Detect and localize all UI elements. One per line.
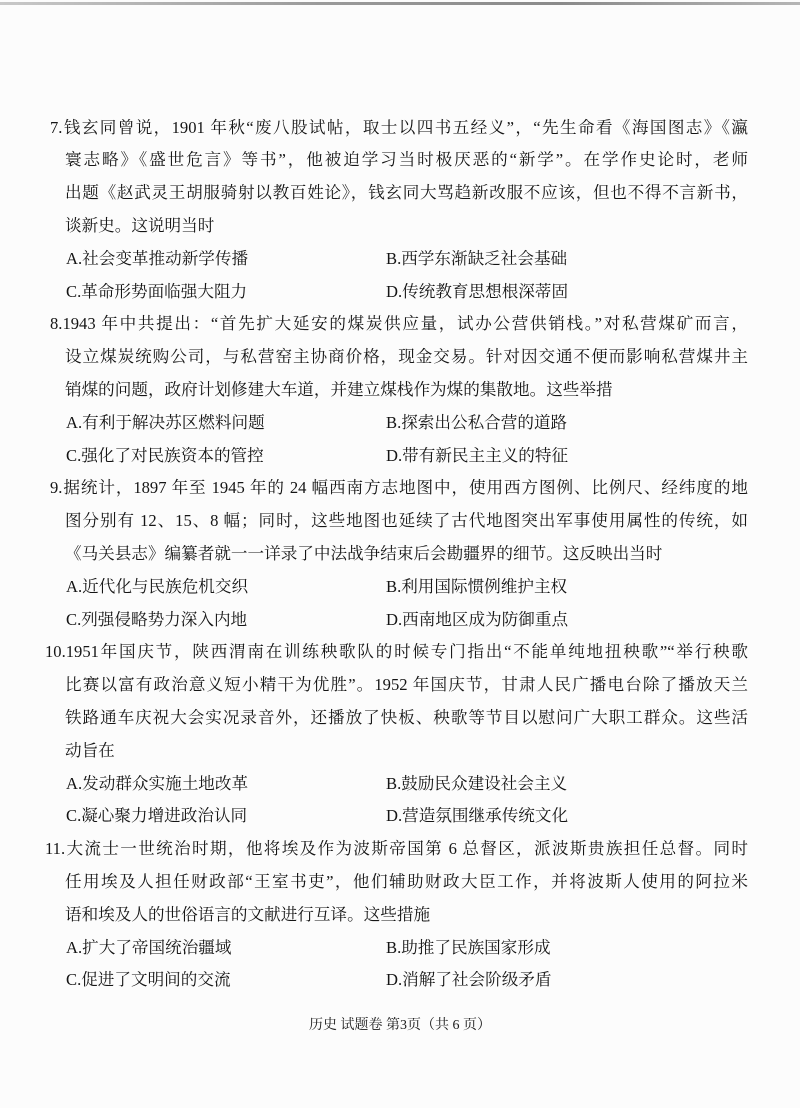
option-a: A.社会变革推动新学传播 xyxy=(66,248,249,268)
option-c: C.强化了对民族资本的管控 xyxy=(66,445,264,465)
question-stem xyxy=(45,636,748,767)
option-c: C.列强侵略势力深入内地 xyxy=(66,609,248,629)
stem-line-2: 寰志略》《盛世危言》等书”，他被迫学习当时极厌恶的“新学”。在学作史论时，老师 xyxy=(65,150,748,170)
scan-edge xyxy=(0,2,800,5)
question-stem xyxy=(50,472,748,570)
stem-line-4: 动旨在 xyxy=(65,740,115,760)
option-c: C.凝心聚力增进政治认同 xyxy=(66,806,248,826)
answer-options xyxy=(66,932,748,998)
stem-line-2: 任用埃及人担任财政部“王室书吏”，他们辅助财政大臣工作，并将波斯人使用的阿拉米 xyxy=(65,871,748,891)
question-stem xyxy=(50,308,748,406)
stem-line-1: 11.大流士一世统治时期，他将埃及作为波斯帝国第 6 总督区，派波斯贵族担任总督。同时 xyxy=(45,839,748,859)
stem-line-3: 《马关县志》编纂者就一一详录了中法战争结束后会勘疆界的细节。这反映出当时 xyxy=(65,543,663,563)
option-c: C.促进了文明间的交流 xyxy=(66,970,231,990)
option-a: A.扩大了帝国统治疆域 xyxy=(66,937,232,957)
question-10 xyxy=(0,636,800,833)
stem-line-1: 7.钱玄同曾说，1901 年秋“废八股试帖，取士以四书五经义”，“先生命看《海国图志》《瀛 xyxy=(50,117,748,137)
option-d: D.带有新民主主义的特征 xyxy=(386,445,569,465)
question-stem xyxy=(50,112,748,243)
answer-options xyxy=(66,407,748,473)
stem-line-1: 8.1943 年中共提出：“首先扩大延安的煤炭供应量，试办公营供销栈。”对私营煤矿而言， xyxy=(50,314,748,334)
stem-line-1: 9.据统计，1897 年至 1945 年的 24 幅西南方志地图中，使用西方图例、比例尺、经纬度的地 xyxy=(50,478,748,498)
option-b: B.利用国际惯例维护主权 xyxy=(386,576,568,596)
option-d: D.传统教育思想根深蒂固 xyxy=(386,281,569,301)
stem-line-2: 设立煤炭统购公司，与私营窑主协商价格，现金交易。针对因交通不便而影响私营煤井主 xyxy=(65,347,748,367)
option-d: D.消解了社会阶级矛盾 xyxy=(386,970,552,990)
answer-options xyxy=(66,243,748,309)
stem-line-4: 谈新史。这说明当时 xyxy=(65,215,215,235)
stem-line-3: 语和埃及人的世俗语言的文献进行互译。这些措施 xyxy=(65,904,431,924)
stem-line-2: 图分别有 12、15、8 幅；同时，这些地图也延续了古代地图突出军事使用属性的传统，如 xyxy=(65,511,748,531)
question-stem xyxy=(45,833,748,931)
option-a: A.发动群众实施土地改革 xyxy=(66,773,249,793)
question-9 xyxy=(0,472,800,636)
option-d: D.营造氛围继承传统文化 xyxy=(386,806,569,826)
question-8 xyxy=(0,308,800,472)
option-b: B.西学东渐缺乏社会基础 xyxy=(386,248,568,268)
stem-line-3: 出题《赵武灵王胡服骑射以教百姓论》，钱玄同大骂趋新改服不应该，但也不得不言新书， xyxy=(65,183,748,203)
option-b: B.鼓励民众建设社会主义 xyxy=(386,773,568,793)
question-11 xyxy=(0,833,800,997)
question-7 xyxy=(0,112,800,309)
stem-line-1: 10.1951年国庆节，陕西渭南在训练秧歌队的时候专门指出“不能单纯地扭秧歌”“举行秧歌 xyxy=(45,642,748,662)
page-footer: 历史 试题卷 第3页（共 6 页） xyxy=(309,1018,491,1033)
option-a: A.有利于解决苏区燃料问题 xyxy=(66,412,265,432)
option-c: C.革命形势面临强大阻力 xyxy=(66,281,248,301)
stem-line-3: 销煤的问题，政府计划修建大车道，并建立煤栈作为煤的集散地。这些举措 xyxy=(65,379,613,399)
stem-line-2: 比赛以富有政治意义短小精干为优胜”。1952 年国庆节，甘肃人民广播电台除了播放天兰 xyxy=(65,675,748,695)
answer-options xyxy=(66,571,748,637)
option-b: B.助推了民族国家形成 xyxy=(386,937,551,957)
stem-line-3: 铁路通车庆祝大会实况录音外，还播放了快板、秧歌等节目以慰问广大职工群众。这些活 xyxy=(65,707,748,727)
option-a: A.近代化与民族危机交织 xyxy=(66,576,249,596)
option-b: B.探索出公私合营的道路 xyxy=(386,412,568,432)
page-content xyxy=(0,112,800,998)
answer-options xyxy=(66,768,748,834)
option-d: D.西南地区成为防御重点 xyxy=(386,609,569,629)
